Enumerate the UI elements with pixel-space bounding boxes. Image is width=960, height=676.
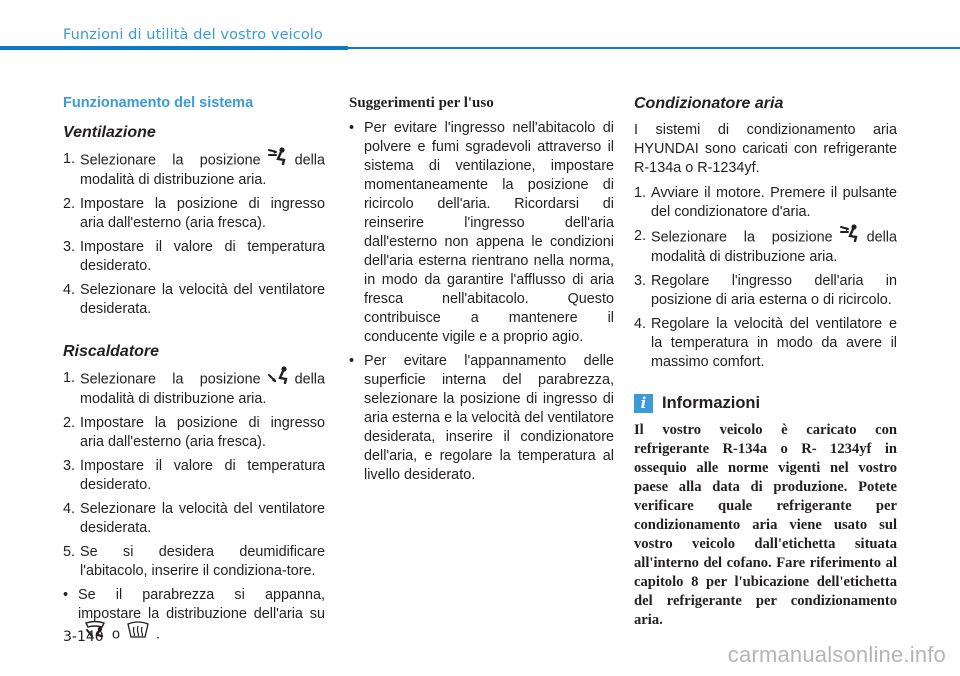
header-accent-bar [0, 46, 348, 50]
step-text: Selezionare la velocità del ventilatore desiderata. [80, 282, 325, 317]
step-text: Impostare la posizione di ingresso aria dall'esterno (aria fresca). [80, 196, 325, 231]
tip-bullet-1 [349, 119, 614, 347]
bullet-text [78, 586, 325, 645]
heat-step-5 [63, 543, 325, 581]
step-text-a: Selezionare la posizione [80, 152, 261, 169]
step-text-a: Selezionare la posizione [80, 371, 261, 388]
step-number: 3. [634, 273, 647, 289]
tips-title: Suggerimenti per l'uso [349, 95, 494, 111]
ac-step-1 [634, 184, 897, 222]
step-number: 3. [63, 458, 76, 474]
step-number: 1. [634, 185, 647, 201]
step-text [651, 227, 897, 267]
bullet-text-a: Se il parabrezza si appanna, impostare la distribuzione dell'aria su [78, 587, 325, 622]
bullet-text: Per evitare l'appannamento delle superficie interna del parabrezza, selezionare la posizione di ingresso di aria esterna e la velocità del ventilatore desiderata, inserire il condizionatore dell'aria, e regolare la temperatura al livello desiderato. [364, 353, 614, 483]
bullet-text-end: . [156, 626, 161, 643]
bullet: • [349, 120, 355, 136]
tip-bullet-2 [349, 352, 614, 485]
step-text: Regolare l'ingresso dell'aria in posizione di aria esterna o di ricircolo. [651, 273, 897, 308]
step-text: Impostare il valore di temperatura desiderato. [80, 239, 325, 274]
vent-step-2 [63, 195, 325, 233]
step-text: Selezionare la velocità del ventilatore desiderata. [80, 501, 325, 536]
step-number: 5. [63, 544, 76, 560]
info-icon: i [634, 394, 653, 413]
heat-step-4 [63, 500, 325, 538]
middle-column [349, 90, 614, 490]
face-vent-mode-icon [267, 147, 289, 171]
ac-step-4 [634, 315, 897, 372]
step-text-b: della modalità di distribuzione aria. [80, 152, 325, 188]
step-number: 2. [63, 196, 76, 212]
ac-title: Condizionatore aria [634, 95, 784, 112]
step-text-b: della modalità di distribuzione aria. [80, 371, 325, 407]
heat-step-2 [63, 414, 325, 452]
step-number: 4. [63, 501, 76, 517]
step-text: Regolare la velocità del ventilatore e la temperatura in modo da avere il massimo comfort. [651, 316, 897, 370]
info-header [634, 394, 897, 413]
bullet: • [63, 587, 69, 603]
page-number: 3-140 [63, 629, 104, 645]
vent-step-1 [63, 150, 325, 190]
ventilazione-title: Ventilazione [63, 124, 156, 141]
ac-intro: I sistemi di condizionamento aria HYUNDAI sono caricati con refrigerante R-134a o R-1234yf. [634, 122, 897, 176]
info-body: Il vostro veicolo è caricato con refrigerante R-134a o R- 1234yf in ossequio alle norme vigenti nel vostro paese alla data di produzione. Potete verificare quale refrigerante per condizionamento aria viene usato sul vostro veicolo dall'etichetta situata all'interno del cofano. Fare riferimento al capitolo 8 per l'ubicazione dell'etichetta del refrigerante per condizionamento aria. [634, 422, 897, 628]
step-number: 2. [634, 228, 647, 244]
step-number: 3. [63, 239, 76, 255]
step-text: Impostare la posizione di ingresso aria dall'esterno (aria fresca). [80, 415, 325, 450]
left-column [63, 90, 325, 650]
right-column [634, 90, 897, 630]
heat-step-1 [63, 369, 325, 409]
vent-step-3 [63, 238, 325, 276]
step-text: Impostare il valore di temperatura desiderato. [80, 458, 325, 493]
step-text [80, 369, 325, 409]
watermark: carmanualsonline.info [727, 642, 946, 667]
windshield-defrost-icon [126, 621, 150, 645]
step-number: 1. [63, 370, 76, 386]
step-text: Se si desidera deumidificare l'abitacolo, inserire il condiziona-tore. [80, 544, 325, 579]
heat-step-3 [63, 457, 325, 495]
bullet-text-or: o [112, 626, 121, 643]
step-number: 4. [63, 282, 76, 298]
section-title: Funzionamento del sistema [63, 95, 254, 111]
ac-step-3 [634, 272, 897, 310]
step-number: 4. [634, 316, 647, 332]
floor-mode-icon [267, 366, 289, 390]
face-vent-mode-icon [839, 224, 861, 248]
step-text-a: Selezionare la posizione [651, 229, 833, 246]
info-title: Informazioni [662, 394, 761, 412]
riscaldatore-title: Riscaldatore [63, 343, 160, 360]
header-rule [348, 47, 960, 49]
bullet-text: Per evitare l'ingresso nell'abitacolo di polvere e fumi sgradevoli attraverso il sistema di ventilazione, impostare momentaneamente la posizione di ricircolo dell'aria. Ricordarsi di reinserire l'ingresso dell'aria dall'esterno non appena le condizioni dell'aria esterna rientrano nella norma, in modo da garantire l'afflusso di aria fresca nell'abitacolo. Questo contribuisce a mantenere il conducente vigile e a proprio agio. [364, 120, 614, 345]
step-text [80, 150, 325, 190]
step-number: 1. [63, 151, 76, 167]
bullet: • [349, 353, 355, 369]
header-title: Funzioni di utilità del vostro veicolo [63, 27, 323, 43]
step-text-b: della modalità di distribuzione aria. [651, 229, 897, 265]
ac-step-2 [634, 227, 897, 267]
step-number: 2. [63, 415, 76, 431]
vent-step-4 [63, 281, 325, 319]
step-text: Avviare il motore. Premere il pulsante del condizionatore d'aria. [651, 185, 897, 220]
